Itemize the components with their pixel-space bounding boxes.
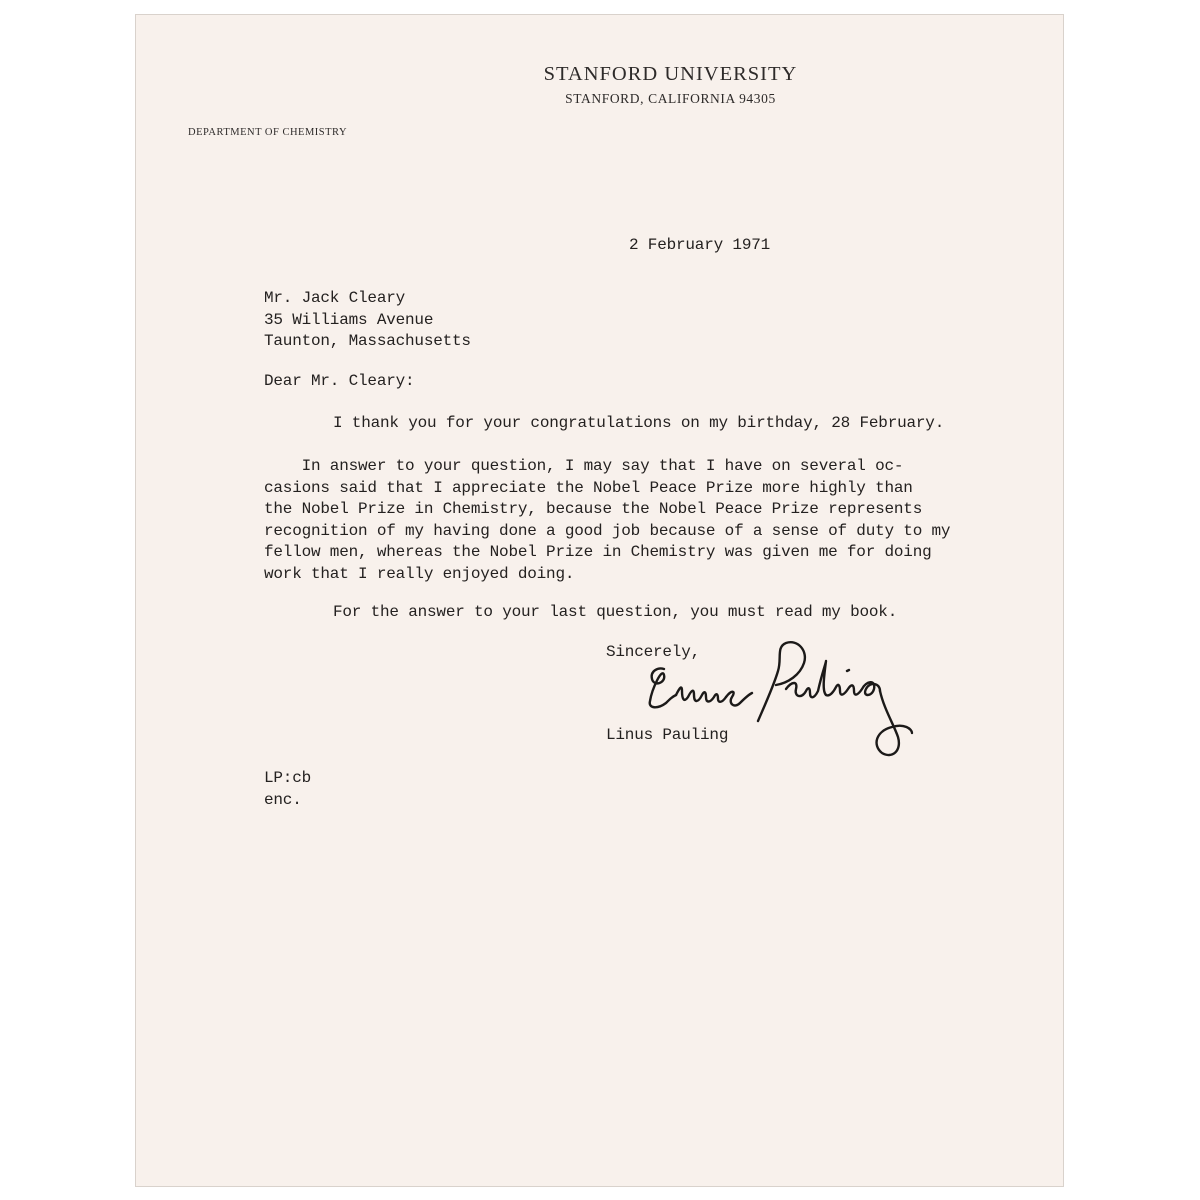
department-name: DEPARTMENT OF CHEMISTRY [188, 127, 348, 138]
body-paragraph-3: For the answer to your last question, you must read my book. [333, 603, 898, 621]
closing: Sincerely, [606, 643, 701, 661]
recipient-name: Mr. Jack Cleary [264, 289, 406, 307]
letter-page [135, 14, 1064, 1187]
reference-initials: LP:cb enc. [264, 769, 312, 809]
university-address: STANFORD, CALIFORNIA 94305 [565, 91, 776, 106]
signer-name: Linus Pauling [606, 726, 729, 744]
recipient-city: Taunton, Massachusetts [264, 332, 471, 350]
university-name: STANFORD UNIVERSITY [543, 63, 798, 85]
body-paragraph-1: I thank you for your congratulations on my birthday, 28 February. [333, 414, 945, 432]
handwritten-signature [636, 633, 966, 778]
signature-drawing [636, 633, 966, 773]
recipient-address [264, 288, 471, 353]
recipient-street: 35 Williams Avenue [264, 310, 434, 329]
body-paragraph-2: In answer to your question, I may say that I have on several oc- casions said that I appreciate the Nobel Peace Prize more highly than the Nobel Prize in Chemistry, because the Nobel Peace Prize represents recognition of my having done a good job because of a sense of duty to my fellow men, whereas the Nobel Prize in Chemistry was given me for doing work that I really enjoyed doing. [264, 457, 951, 583]
salutation: Dear Mr. Cleary: [264, 372, 415, 390]
letter-date: 2 February 1971 [629, 236, 771, 254]
